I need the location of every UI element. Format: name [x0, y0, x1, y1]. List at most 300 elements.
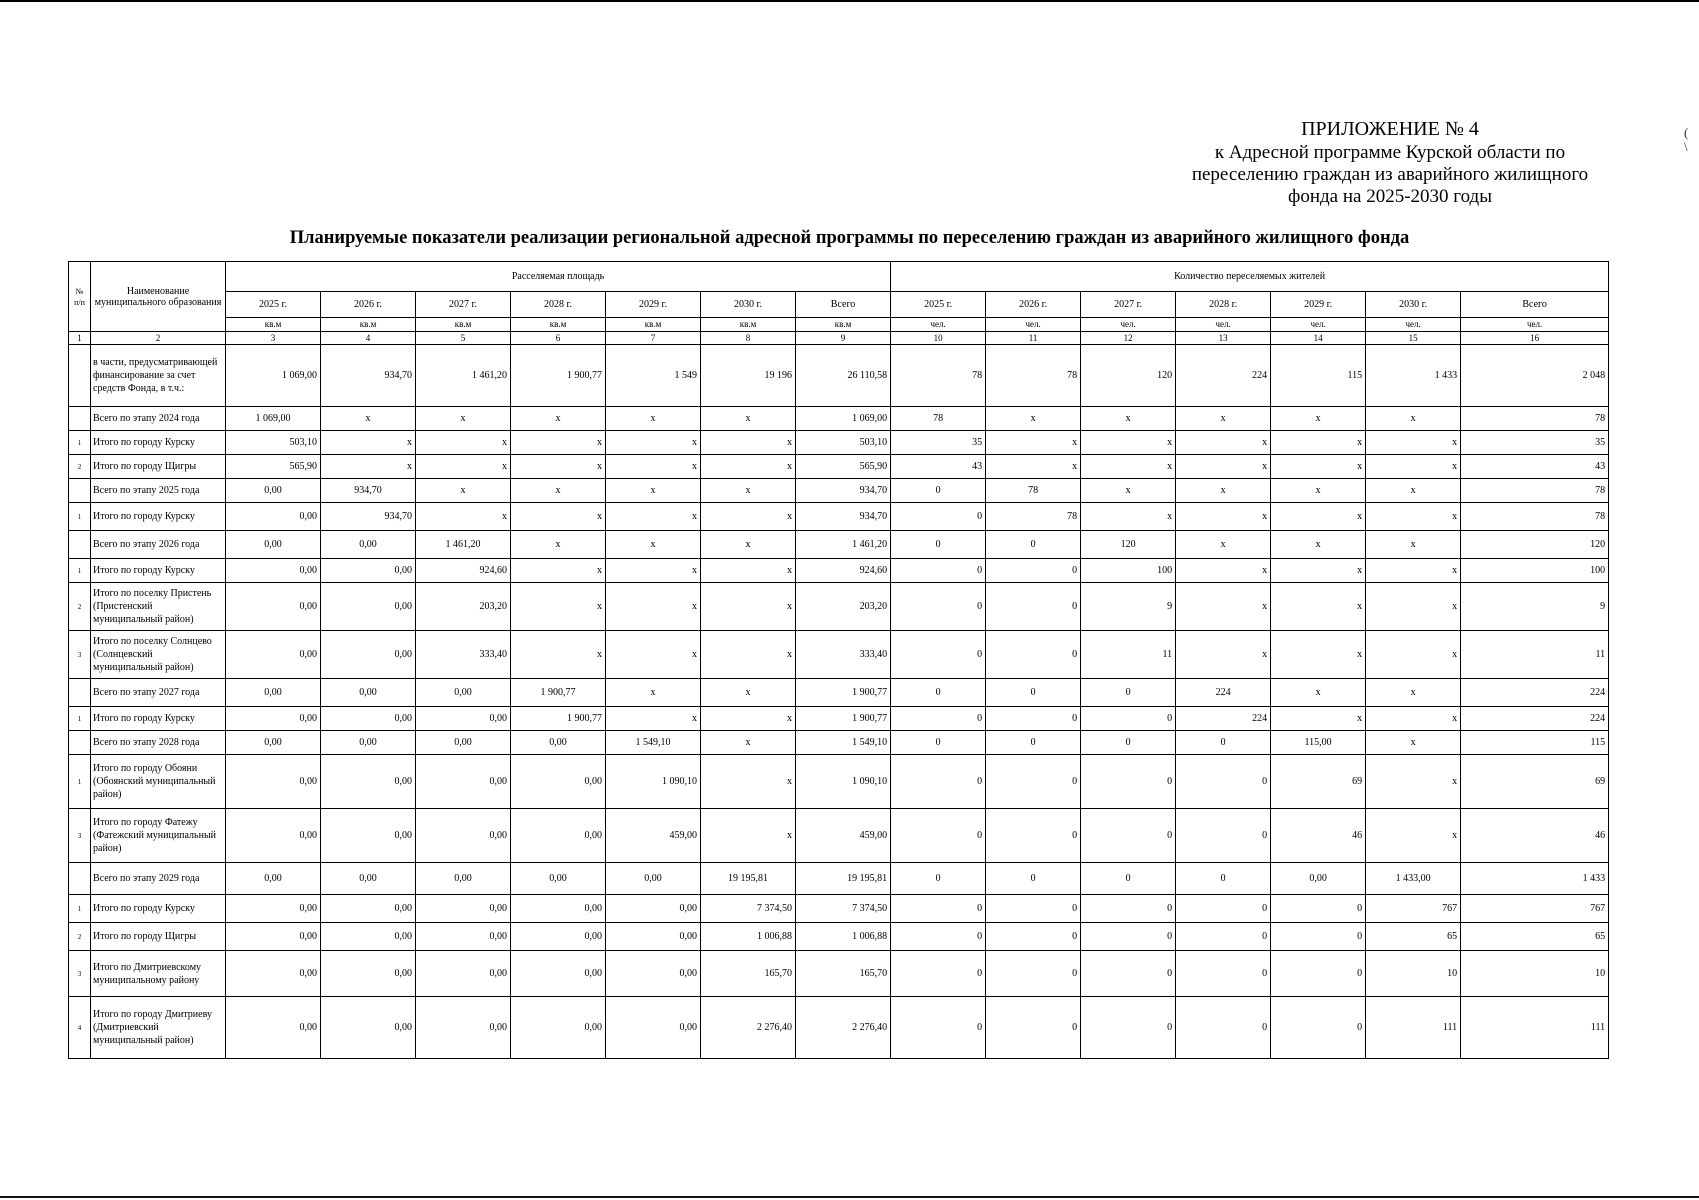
people-value-cell: 767: [1366, 895, 1461, 923]
area-value-cell: 0,00: [226, 731, 321, 755]
area-value-cell: x: [416, 455, 511, 479]
header-people-group: Количество переселяемых жителей: [891, 262, 1609, 292]
area-value-cell: 1 069,00: [796, 407, 891, 431]
people-value-cell: 111: [1461, 997, 1609, 1059]
table-row: [69, 479, 1609, 503]
people-value-cell: x: [1176, 479, 1271, 503]
people-value-cell: 0: [986, 809, 1081, 863]
table-row: [69, 951, 1609, 997]
people-value-cell: x: [986, 455, 1081, 479]
area-value-cell: 19 195,81: [701, 863, 796, 895]
people-value-cell: 78: [986, 479, 1081, 503]
area-value-cell: x: [606, 431, 701, 455]
document-title: Планируемые показатели реализации региональной адресной программы по переселению граждан из аварийного жилищного фонда: [289, 228, 1410, 248]
header-area-year: Всего: [796, 292, 891, 318]
table-row: [69, 583, 1609, 631]
header-people-unit: чел.: [1461, 318, 1609, 332]
area-value-cell: 0,00: [226, 559, 321, 583]
area-value-cell: 1 461,20: [416, 531, 511, 559]
people-value-cell: 0: [1081, 951, 1176, 997]
header-row-units: [69, 318, 1609, 332]
area-value-cell: 0,00: [606, 997, 701, 1059]
people-value-cell: 78: [986, 503, 1081, 531]
area-value-cell: 165,70: [701, 951, 796, 997]
people-value-cell: x: [1176, 631, 1271, 679]
people-value-cell: 0: [1081, 863, 1176, 895]
table-row: [69, 431, 1609, 455]
people-value-cell: 35: [1461, 431, 1609, 455]
area-value-cell: x: [606, 531, 701, 559]
area-value-cell: 0,00: [416, 731, 511, 755]
row-municipality-name: Итого по городу Обояни (Обоянский муниципальный район): [91, 755, 226, 809]
header-area-year: 2030 г.: [701, 292, 796, 318]
area-value-cell: 0,00: [416, 809, 511, 863]
area-value-cell: x: [416, 503, 511, 531]
people-value-cell: x: [1271, 503, 1366, 531]
appendix-block: [1180, 118, 1600, 208]
people-value-cell: 0: [891, 951, 986, 997]
people-value-cell: 100: [1461, 559, 1609, 583]
area-value-cell: 0,00: [321, 559, 416, 583]
header-row-column-numbers: [69, 332, 1609, 345]
area-value-cell: 0,00: [226, 679, 321, 707]
people-value-cell: 1 433: [1366, 345, 1461, 407]
row-number: 3: [69, 631, 91, 679]
area-value-cell: 0,00: [416, 895, 511, 923]
row-number: 1: [69, 431, 91, 455]
area-value-cell: 0,00: [321, 531, 416, 559]
area-value-cell: 2 276,40: [796, 997, 891, 1059]
area-value-cell: x: [701, 809, 796, 863]
header-column-number: 7: [606, 332, 701, 345]
people-value-cell: 0: [1176, 895, 1271, 923]
area-value-cell: 934,70: [321, 345, 416, 407]
area-value-cell: 0,00: [226, 895, 321, 923]
row-number: 2: [69, 923, 91, 951]
people-value-cell: 111: [1366, 997, 1461, 1059]
people-value-cell: x: [1176, 559, 1271, 583]
area-value-cell: 0,00: [226, 863, 321, 895]
row-municipality-name: Итого по городу Курску: [91, 503, 226, 531]
header-area-unit: кв.м: [226, 318, 321, 332]
people-value-cell: 0: [1176, 809, 1271, 863]
people-value-cell: x: [986, 431, 1081, 455]
area-value-cell: 0,00: [226, 503, 321, 531]
people-value-cell: x: [1176, 531, 1271, 559]
header-area-unit: кв.м: [416, 318, 511, 332]
row-municipality-name: Всего по этапу 2024 года: [91, 407, 226, 431]
resettlement-table: [68, 261, 1609, 1059]
header-area-year: 2025 г.: [226, 292, 321, 318]
area-value-cell: x: [511, 479, 606, 503]
area-value-cell: 459,00: [796, 809, 891, 863]
appendix-line-1: к Адресной программе Курской области по: [1214, 142, 1566, 163]
header-area-unit: кв.м: [701, 318, 796, 332]
area-value-cell: 19 196: [701, 345, 796, 407]
people-value-cell: 0: [891, 809, 986, 863]
area-value-cell: x: [606, 479, 701, 503]
people-value-cell: x: [1081, 407, 1176, 431]
area-value-cell: 459,00: [606, 809, 701, 863]
area-value-cell: 0,00: [226, 809, 321, 863]
people-value-cell: x: [1366, 631, 1461, 679]
area-value-cell: 7 374,50: [796, 895, 891, 923]
area-value-cell: x: [701, 479, 796, 503]
table-row: [69, 503, 1609, 531]
scan-edge-bottom: [0, 1196, 1699, 1198]
header-area-year: 2028 г.: [511, 292, 606, 318]
people-value-cell: 0: [891, 997, 986, 1059]
area-value-cell: 0,00: [226, 631, 321, 679]
area-value-cell: x: [606, 707, 701, 731]
area-value-cell: 0,00: [606, 951, 701, 997]
people-value-cell: 120: [1081, 345, 1176, 407]
header-people-unit: чел.: [1366, 318, 1461, 332]
area-value-cell: 1 549,10: [796, 731, 891, 755]
row-municipality-name: в части, предусматривающей финансирование за счет средств Фонда, в т.ч.:: [91, 345, 226, 407]
table-row: [69, 455, 1609, 479]
header-column-number: 12: [1081, 332, 1176, 345]
people-value-cell: x: [1366, 503, 1461, 531]
area-value-cell: 0,00: [321, 731, 416, 755]
people-value-cell: 120: [1461, 531, 1609, 559]
people-value-cell: 0: [891, 707, 986, 731]
header-column-number: 5: [416, 332, 511, 345]
people-value-cell: 0: [891, 755, 986, 809]
area-value-cell: x: [606, 559, 701, 583]
area-value-cell: 333,40: [416, 631, 511, 679]
row-number: 2: [69, 583, 91, 631]
header-area-unit: кв.м: [606, 318, 701, 332]
row-number: 1: [69, 755, 91, 809]
people-value-cell: x: [1271, 407, 1366, 431]
area-value-cell: x: [511, 503, 606, 531]
row-municipality-name: Всего по этапу 2029 года: [91, 863, 226, 895]
people-value-cell: x: [1271, 531, 1366, 559]
people-value-cell: 0: [1081, 755, 1176, 809]
people-value-cell: 0: [986, 863, 1081, 895]
people-value-cell: 0: [1081, 997, 1176, 1059]
table-row: [69, 731, 1609, 755]
header-area-year: 2027 г.: [416, 292, 511, 318]
people-value-cell: 10: [1366, 951, 1461, 997]
people-value-cell: 0: [986, 559, 1081, 583]
header-area-year: 2029 г.: [606, 292, 701, 318]
area-value-cell: 1 069,00: [226, 407, 321, 431]
area-value-cell: x: [511, 531, 606, 559]
header-people-year: 2027 г.: [1081, 292, 1176, 318]
table-row: [69, 531, 1609, 559]
header-column-number: 13: [1176, 332, 1271, 345]
people-value-cell: 0: [1176, 923, 1271, 951]
row-municipality-name: Всего по этапу 2028 года: [91, 731, 226, 755]
people-value-cell: 11: [1081, 631, 1176, 679]
header-column-number: 11: [986, 332, 1081, 345]
people-value-cell: 0: [1081, 809, 1176, 863]
table-row: [69, 631, 1609, 679]
people-value-cell: 46: [1461, 809, 1609, 863]
header-no: № п/п: [69, 262, 91, 332]
area-value-cell: x: [701, 531, 796, 559]
row-municipality-name: Всего по этапу 2026 года: [91, 531, 226, 559]
area-value-cell: 0,00: [321, 707, 416, 731]
area-value-cell: 0,00: [226, 997, 321, 1059]
area-value-cell: 26 110,58: [796, 345, 891, 407]
area-value-cell: x: [511, 583, 606, 631]
row-number: [69, 863, 91, 895]
people-value-cell: 0: [986, 583, 1081, 631]
area-value-cell: 565,90: [226, 455, 321, 479]
people-value-cell: 65: [1461, 923, 1609, 951]
area-value-cell: 0,00: [511, 809, 606, 863]
area-value-cell: 0,00: [416, 951, 511, 997]
area-value-cell: 0,00: [226, 951, 321, 997]
people-value-cell: 0: [986, 755, 1081, 809]
area-value-cell: x: [511, 431, 606, 455]
area-value-cell: 0,00: [321, 923, 416, 951]
header-name: Наименование муниципального образования: [91, 262, 226, 332]
area-value-cell: 503,10: [226, 431, 321, 455]
header-people-year: 2028 г.: [1176, 292, 1271, 318]
area-value-cell: 0,00: [321, 863, 416, 895]
people-value-cell: 0: [986, 631, 1081, 679]
area-value-cell: 0,00: [511, 895, 606, 923]
area-value-cell: 1 461,20: [416, 345, 511, 407]
area-value-cell: x: [701, 407, 796, 431]
area-value-cell: 924,60: [416, 559, 511, 583]
row-municipality-name: Итого по городу Курску: [91, 895, 226, 923]
people-value-cell: x: [1366, 431, 1461, 455]
header-people-unit: чел.: [1081, 318, 1176, 332]
area-value-cell: x: [606, 583, 701, 631]
area-value-cell: x: [701, 431, 796, 455]
area-value-cell: x: [701, 503, 796, 531]
table-row: [69, 559, 1609, 583]
table-row: [69, 679, 1609, 707]
people-value-cell: x: [1176, 455, 1271, 479]
people-value-cell: x: [1366, 479, 1461, 503]
header-column-number: 15: [1366, 332, 1461, 345]
area-value-cell: x: [321, 407, 416, 431]
area-value-cell: 934,70: [321, 503, 416, 531]
header-column-number: 6: [511, 332, 606, 345]
row-municipality-name: Итого по городу Щигры: [91, 923, 226, 951]
area-value-cell: 0,00: [321, 755, 416, 809]
people-value-cell: 78: [891, 407, 986, 431]
area-value-cell: x: [701, 455, 796, 479]
area-value-cell: 0,00: [226, 531, 321, 559]
row-municipality-name: Итого по городу Фатежу (Фатежский муниципальный район): [91, 809, 226, 863]
people-value-cell: x: [1081, 455, 1176, 479]
people-value-cell: 9: [1461, 583, 1609, 631]
people-value-cell: 0: [1081, 707, 1176, 731]
header-column-number: 1: [69, 332, 91, 345]
area-value-cell: x: [606, 679, 701, 707]
row-municipality-name: Всего по этапу 2027 года: [91, 679, 226, 707]
header-area-group: Расселяемая площадь: [226, 262, 891, 292]
area-value-cell: 1 461,20: [796, 531, 891, 559]
area-value-cell: x: [416, 431, 511, 455]
row-number: [69, 407, 91, 431]
area-value-cell: 0,00: [511, 997, 606, 1059]
people-value-cell: 0: [986, 923, 1081, 951]
people-value-cell: 0,00: [1271, 863, 1366, 895]
people-value-cell: 78: [1461, 479, 1609, 503]
appendix-line-2: переселению граждан из аварийного жилищного: [1191, 164, 1589, 185]
row-municipality-name: Итого по Дмитриевскому муниципальному району: [91, 951, 226, 997]
people-value-cell: x: [1176, 431, 1271, 455]
people-value-cell: x: [1176, 503, 1271, 531]
people-value-cell: 0: [1081, 895, 1176, 923]
people-value-cell: x: [1366, 407, 1461, 431]
table-row: [69, 707, 1609, 731]
area-value-cell: 1 549: [606, 345, 701, 407]
header-row-years: [69, 292, 1609, 318]
header-column-number: 14: [1271, 332, 1366, 345]
people-value-cell: 69: [1461, 755, 1609, 809]
people-value-cell: 1 433: [1461, 863, 1609, 895]
people-value-cell: 0: [1176, 997, 1271, 1059]
people-value-cell: x: [1366, 679, 1461, 707]
table-row: [69, 863, 1609, 895]
area-value-cell: x: [606, 455, 701, 479]
area-value-cell: 1 549,10: [606, 731, 701, 755]
area-value-cell: 0,00: [416, 679, 511, 707]
people-value-cell: 0: [891, 479, 986, 503]
area-value-cell: x: [701, 731, 796, 755]
people-value-cell: 0: [891, 731, 986, 755]
header-people-unit: чел.: [1176, 318, 1271, 332]
people-value-cell: x: [1271, 631, 1366, 679]
row-number: 4: [69, 997, 91, 1059]
area-value-cell: 0,00: [226, 583, 321, 631]
area-value-cell: 0,00: [321, 997, 416, 1059]
people-value-cell: x: [1366, 455, 1461, 479]
header-people-unit: чел.: [986, 318, 1081, 332]
people-value-cell: 46: [1271, 809, 1366, 863]
area-value-cell: 0,00: [416, 863, 511, 895]
header-people-year: 2026 г.: [986, 292, 1081, 318]
people-value-cell: 0: [891, 583, 986, 631]
header-column-number: 10: [891, 332, 986, 345]
row-number: [69, 345, 91, 407]
area-value-cell: 0,00: [511, 923, 606, 951]
row-number: 1: [69, 559, 91, 583]
people-value-cell: x: [1271, 679, 1366, 707]
people-value-cell: 0: [891, 631, 986, 679]
area-value-cell: x: [606, 503, 701, 531]
area-value-cell: x: [701, 631, 796, 679]
people-value-cell: 0: [1081, 923, 1176, 951]
area-value-cell: 0,00: [511, 731, 606, 755]
area-value-cell: 203,20: [796, 583, 891, 631]
row-municipality-name: Итого по городу Дмитриеву (Дмитриевский муниципальный район): [91, 997, 226, 1059]
area-value-cell: 1 900,77: [796, 679, 891, 707]
people-value-cell: 69: [1271, 755, 1366, 809]
area-value-cell: 0,00: [606, 863, 701, 895]
area-value-cell: 0,00: [511, 951, 606, 997]
area-value-cell: 0,00: [606, 895, 701, 923]
people-value-cell: x: [1271, 479, 1366, 503]
area-value-cell: 0,00: [226, 755, 321, 809]
people-value-cell: 0: [986, 895, 1081, 923]
people-value-cell: x: [1081, 479, 1176, 503]
row-municipality-name: Итого по городу Щигры: [91, 455, 226, 479]
people-value-cell: 0: [1271, 923, 1366, 951]
area-value-cell: 934,70: [796, 479, 891, 503]
people-value-cell: 65: [1366, 923, 1461, 951]
people-value-cell: 224: [1461, 707, 1609, 731]
area-value-cell: x: [321, 431, 416, 455]
area-value-cell: 0,00: [321, 895, 416, 923]
area-value-cell: x: [701, 559, 796, 583]
area-value-cell: 0,00: [226, 923, 321, 951]
area-value-cell: 0,00: [321, 631, 416, 679]
people-value-cell: 0: [1176, 755, 1271, 809]
area-value-cell: x: [606, 631, 701, 679]
people-value-cell: 0: [986, 679, 1081, 707]
people-value-cell: 9: [1081, 583, 1176, 631]
people-value-cell: 224: [1176, 707, 1271, 731]
people-value-cell: 0: [891, 559, 986, 583]
area-value-cell: x: [321, 455, 416, 479]
area-value-cell: x: [416, 479, 511, 503]
people-value-cell: x: [1271, 707, 1366, 731]
area-value-cell: x: [511, 407, 606, 431]
area-value-cell: 1 900,77: [511, 345, 606, 407]
area-value-cell: x: [511, 559, 606, 583]
table-row: [69, 997, 1609, 1059]
people-value-cell: x: [1366, 583, 1461, 631]
area-value-cell: 0,00: [321, 583, 416, 631]
area-value-cell: x: [701, 679, 796, 707]
people-value-cell: 0: [891, 863, 986, 895]
people-value-cell: 78: [1461, 407, 1609, 431]
people-value-cell: x: [1271, 583, 1366, 631]
area-value-cell: 19 195,81: [796, 863, 891, 895]
area-value-cell: 0,00: [416, 755, 511, 809]
area-value-cell: 565,90: [796, 455, 891, 479]
row-number: 2: [69, 455, 91, 479]
people-value-cell: 0: [1176, 731, 1271, 755]
row-municipality-name: Итого по поселку Солнцево (Солнцевский муниципальный район): [91, 631, 226, 679]
people-value-cell: 0: [986, 997, 1081, 1059]
header-people-year: 2029 г.: [1271, 292, 1366, 318]
people-value-cell: x: [1271, 559, 1366, 583]
area-value-cell: 0,00: [511, 863, 606, 895]
scan-margin-mark: ( \: [1684, 125, 1689, 154]
header-column-number: 4: [321, 332, 416, 345]
area-value-cell: 203,20: [416, 583, 511, 631]
row-number: [69, 731, 91, 755]
area-value-cell: 165,70: [796, 951, 891, 997]
area-value-cell: 1 069,00: [226, 345, 321, 407]
row-municipality-name: Итого по городу Курску: [91, 707, 226, 731]
people-value-cell: 1 433,00: [1366, 863, 1461, 895]
people-value-cell: 100: [1081, 559, 1176, 583]
people-value-cell: 0: [1176, 951, 1271, 997]
area-value-cell: 934,70: [321, 479, 416, 503]
people-value-cell: 0: [1271, 951, 1366, 997]
people-value-cell: 0: [986, 707, 1081, 731]
header-people-year: 2030 г.: [1366, 292, 1461, 318]
area-value-cell: 2 276,40: [701, 997, 796, 1059]
area-value-cell: 0,00: [416, 707, 511, 731]
table-row: [69, 809, 1609, 863]
row-number: 1: [69, 707, 91, 731]
row-municipality-name: Всего по этапу 2025 года: [91, 479, 226, 503]
header-people-unit: чел.: [891, 318, 986, 332]
